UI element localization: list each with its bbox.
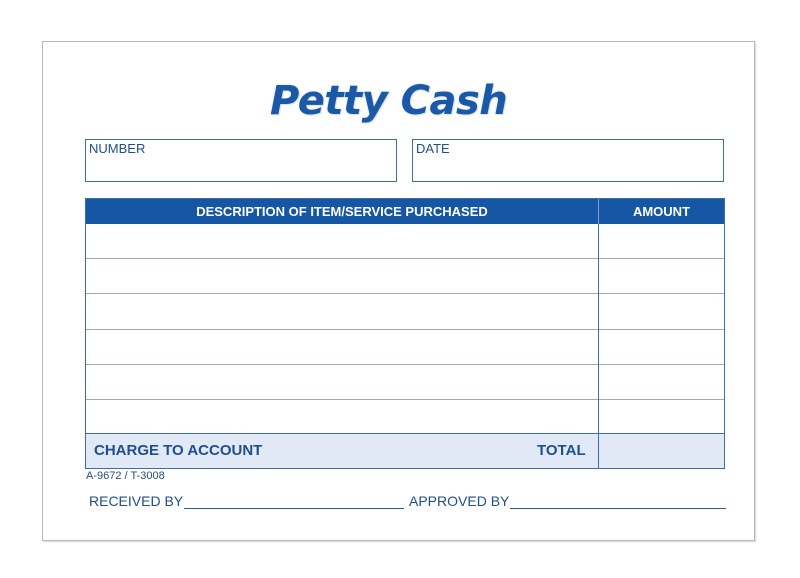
description-cell[interactable] — [86, 295, 598, 329]
number-field[interactable] — [85, 139, 397, 182]
table-row — [86, 330, 724, 365]
total-amount-cell[interactable] — [599, 434, 724, 468]
column-divider — [598, 224, 599, 468]
description-cell[interactable] — [86, 259, 598, 293]
amount-cell[interactable] — [599, 295, 724, 329]
amount-cell[interactable] — [599, 259, 724, 293]
number-label: NUMBER — [89, 141, 146, 156]
description-column-header: DESCRIPTION OF ITEM/SERVICE PURCHASED — [196, 204, 488, 219]
received-by-line[interactable] — [184, 494, 404, 509]
amount-column-header: AMOUNT — [632, 204, 691, 219]
table-row — [86, 259, 724, 294]
approved-by-label: APPROVED BY — [409, 493, 510, 509]
amount-cell[interactable] — [599, 399, 724, 434]
table-header — [86, 199, 724, 224]
table-row — [86, 365, 724, 400]
description-cell[interactable] — [86, 330, 598, 364]
purchase-table — [85, 198, 725, 469]
approved-by-signature — [409, 493, 726, 509]
amount-cell[interactable] — [599, 224, 724, 258]
description-cell[interactable] — [86, 365, 598, 399]
received-by-signature — [89, 493, 404, 509]
form-title: Petty Cash — [270, 78, 508, 124]
date-label: DATE — [416, 141, 450, 156]
date-field[interactable] — [412, 139, 724, 182]
description-cell[interactable] — [86, 224, 598, 258]
amount-cell[interactable] — [599, 330, 724, 364]
table-row — [86, 295, 724, 330]
received-by-label: RECEIVED BY — [89, 493, 184, 509]
approved-by-line[interactable] — [510, 494, 726, 509]
charge-to-account-label: CHARGE TO ACCOUNT — [94, 442, 263, 459]
description-cell[interactable] — [86, 399, 598, 434]
table-row — [86, 399, 724, 434]
table-row — [86, 224, 724, 259]
total-label: TOTAL — [537, 442, 586, 459]
table-footer — [86, 433, 724, 468]
amount-cell[interactable] — [599, 365, 724, 399]
form-code: A-9672 / T-3008 — [86, 470, 165, 482]
